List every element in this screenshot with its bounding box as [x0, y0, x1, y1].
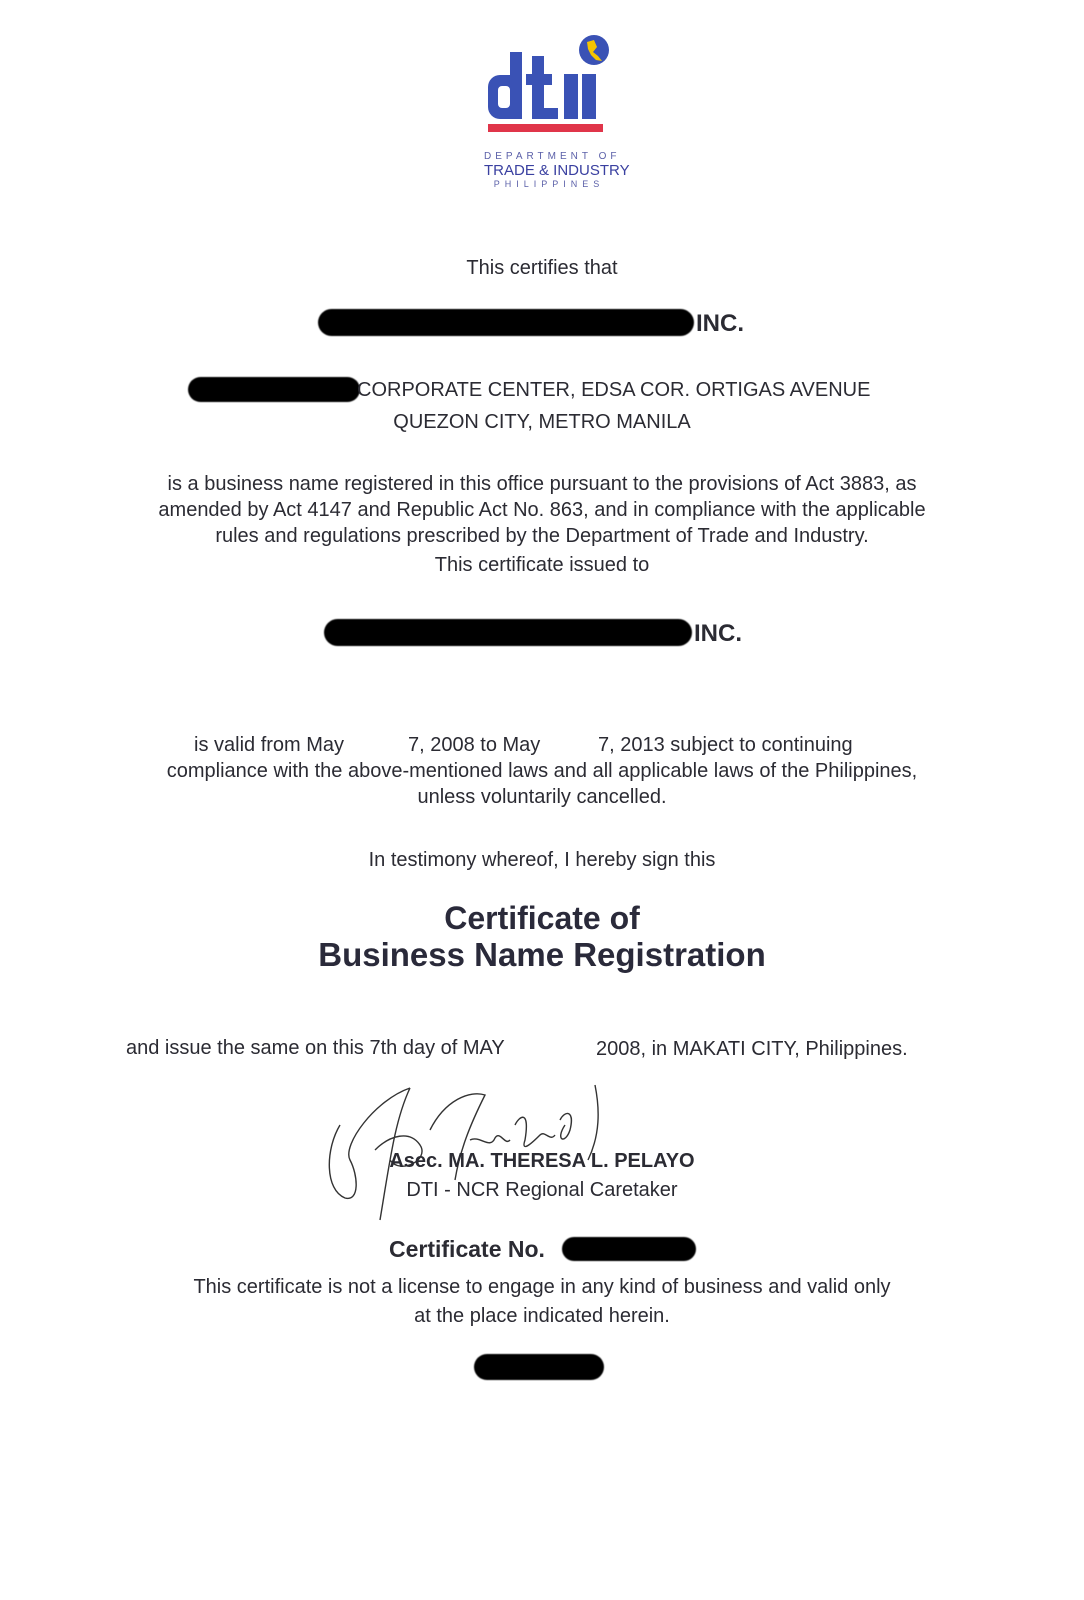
logo-line-philippines: PHILIPPINES — [493, 179, 605, 189]
business-name-suffix: INC. — [696, 310, 744, 337]
issued-to-line: This certificate issued to — [434, 554, 650, 576]
validity-line-2: compliance with the above-mentioned laws and all applicable laws of the Philippines, — [166, 760, 918, 782]
issue-line-part-2: 2008, in MAKATI CITY, Philippines. — [596, 1038, 908, 1060]
legal-line-1: is a business name registered in this office pursuant to the provisions of Act 3883, as — [167, 473, 917, 495]
title-line-1: Certificate of — [444, 900, 640, 936]
signatory-title: DTI - NCR Regional Caretaker — [406, 1179, 678, 1201]
validity-mid: 7, 2008 to May — [408, 734, 541, 756]
dti-logo — [484, 30, 630, 195]
redacted-footer-mark — [474, 1354, 604, 1380]
owner-name-suffix: INC. — [694, 620, 742, 647]
validity-from: is valid from May — [194, 734, 345, 756]
redacted-business-name — [318, 309, 694, 336]
redacted-owner-name — [324, 619, 692, 646]
dti-wordmark-icon — [484, 30, 614, 140]
logo-line-department: DEPARTMENT OF — [484, 151, 621, 162]
signatory-name: Asec. MA. THERESA L. PELAYO — [389, 1150, 695, 1172]
logo-line-trade: TRADE & INDUSTRY — [484, 162, 630, 179]
legal-line-2: amended by Act 4147 and Republic Act No. 863, and in compliance with the applicable — [158, 499, 926, 521]
validity-to: 7, 2013 subject to continuing — [598, 734, 853, 756]
address-line-1: CORPORATE CENTER, EDSA COR. ORTIGAS AVENUE — [357, 379, 871, 401]
certificate-no-label: Certificate No. — [389, 1236, 545, 1262]
redacted-certificate-number — [562, 1237, 696, 1261]
title-line-2: Business Name Registration — [318, 936, 766, 973]
disclaimer-line-1: This certificate is not a license to engage in any kind of business and valid only — [193, 1276, 891, 1298]
legal-line-3: rules and regulations prescribed by the Department of Trade and Industry. — [215, 525, 869, 547]
testimony-line: In testimony whereof, I hereby sign this — [368, 849, 716, 871]
address-line-2: QUEZON CITY, METRO MANILA — [393, 411, 691, 433]
issue-line-part-1: and issue the same on this 7th day of MAY — [126, 1037, 505, 1059]
disclaimer-line-2: at the place indicated herein. — [414, 1305, 670, 1327]
validity-line-3: unless voluntarily cancelled. — [417, 786, 667, 808]
redacted-address-prefix — [188, 377, 360, 402]
certifies-line: This certifies that — [466, 257, 618, 279]
